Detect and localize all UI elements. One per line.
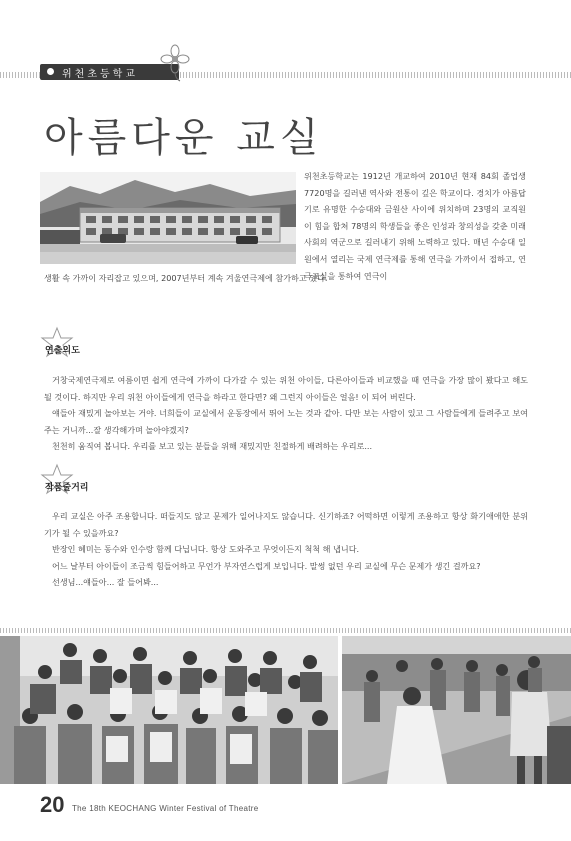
festival-caption: The 18th KEOCHANG Winter Festival of Theatre <box>72 804 259 813</box>
intro-text-tail: 생활 속 가까이 자리잡고 있으며, 2007년부터 계속 겨울연극제에 참가하고 있다. <box>44 273 328 283</box>
paragraph: 반장인 혜미는 동수와 인수랑 함께 다닙니다. 항상 도와주고 무엇이든지 척척 해 냅니다. <box>52 544 360 555</box>
rehearsal-photo <box>342 636 571 784</box>
section-body-synopsis <box>44 508 528 591</box>
paragraph: 우리 교실은 아주 조용합니다. 떠들지도 않고 문제가 일어나지도 않습니다. 신기하죠? 어떡하면 이렇게 조용하고 항상 화기애애한 분위기가 될 수 있을까요? <box>44 511 528 538</box>
section-heading-label: 연출의도 <box>45 346 80 356</box>
school-name-tag <box>40 64 179 80</box>
section-heading-synopsis <box>40 463 100 497</box>
page-number: 20 <box>40 792 65 817</box>
paragraph: 어느 날부터 아이들이 조금씩 힘들어하고 무언가 부자연스럽게 보입니다. 말썽 없던 우리 교실에 무슨 문제가 생긴 걸까요? <box>52 560 481 571</box>
section-heading-direction <box>40 326 100 360</box>
school-building-photo <box>40 172 296 264</box>
section-body-direction <box>44 372 528 455</box>
paragraph: 선생님...얘들아... 잘 들어봐... <box>52 577 159 588</box>
intro-text: 위천초등학교는 1912년 개교하여 2010년 현재 84회 졸업생 7720명을 길러낸 역사와 전통이 깊은 학교이다. 경치가 아름답기로 유명한 수승대와 금원산 사이에 위치하며 23명의 교직원이 힘을 합쳐 78명의 학생들을 좋은 인성과 창의성을 갖춘 미래사회의 역군으로 길러내기 위해 노력하고 있다. 매년 수승대 일원에서 열리는 국제 연극제를 통해 연극을 가까이서 접하고, 연극교실을 통하여 연극이 <box>304 171 526 281</box>
section-heading-label: 작품줄거리 <box>45 483 89 493</box>
flower-icon <box>160 44 190 82</box>
paragraph: 천천히 움직여 봅니다. 우리를 보고 있는 분들을 위해 재밌지만 친절하게 배려하는 우리로... <box>52 441 373 452</box>
group-photo <box>0 636 338 784</box>
paragraph: 거창국제연극제로 여름이면 쉽게 연극에 가까이 다가갈 수 있는 위천 아이들, 다른아이들과 비교했을 때 연극을 가장 많이 봤다고 해도 될 것이다. 하지만 우리 위천 아이들에게 연극을 하라고 한다면? 왜 그런지 아이들은 얼음! 이 되어 버린다. <box>44 375 528 402</box>
school-name: 위천초등학교 <box>62 69 138 80</box>
tag-bullet <box>47 68 54 75</box>
paragraph: 얘들아 재밌게 놀아보는 거야. 너희들이 교실에서 운동장에서 뛰어 노는 것과 같아. 다만 보는 사람이 있고 그 사람들에게 들려주고 보여주는 거니까...잘 생각해가며 놀아야겠지? <box>44 408 528 435</box>
bottom-hatch-border <box>0 628 571 633</box>
page-title: 아름다운 교실 <box>44 115 324 161</box>
